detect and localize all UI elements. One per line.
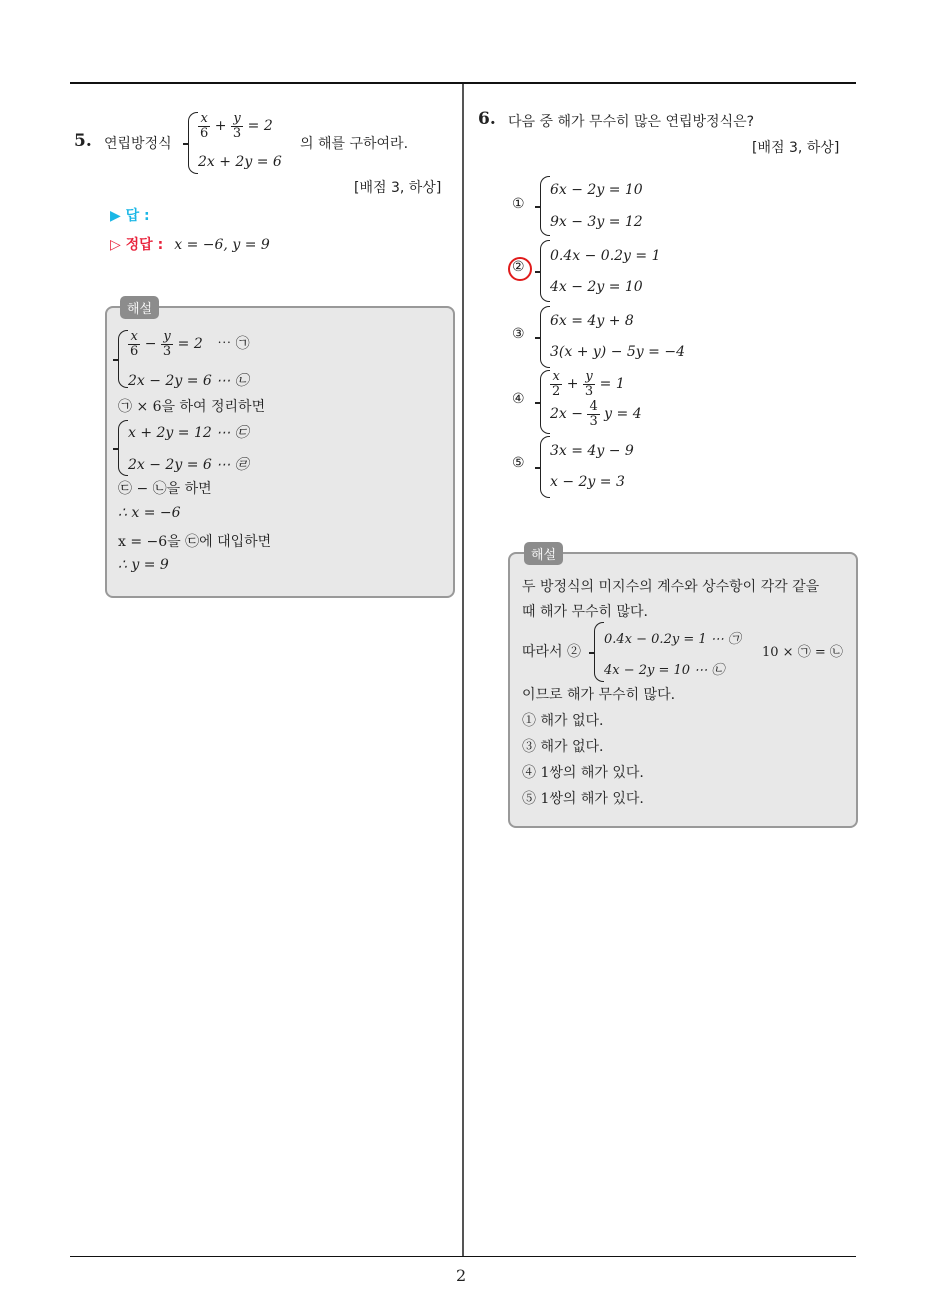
page-number: 2 <box>456 1266 467 1285</box>
q5-sol-eq4: 2x − 2y = 6 ⋯ ㉣ <box>128 457 249 473</box>
brace <box>188 112 198 174</box>
q5-eq2: 2x + 2y = 6 <box>198 154 282 170</box>
q6-solution-badge: 해설 <box>524 542 563 565</box>
q6-sol-line1: 두 방정식의 미지수의 계수와 상수항이 각각 같을 <box>522 579 820 595</box>
question-5-intro: 연립방정식 <box>104 136 172 152</box>
q5-solution-system-2 <box>118 420 288 476</box>
q5-solution-badge: 해설 <box>120 296 159 319</box>
q5-sol-step1: ㉠ × 6을 하여 정리하면 <box>118 399 266 415</box>
correct-label: ▷ 정답 : <box>110 237 164 253</box>
correct-value: x = −6, y = 9 <box>174 237 270 253</box>
column-divider <box>462 84 464 1256</box>
brace <box>118 420 128 476</box>
q6-sol-line4: ① 해가 없다. <box>522 713 604 729</box>
q6-sol-line2: 때 해가 무수히 많다. <box>522 604 648 620</box>
bottom-rule <box>70 1256 856 1257</box>
q5-sol-step3: ∴ x = −6 <box>118 505 181 521</box>
option-3-system[interactable]: 6x = 4y + 8 3(x + y) − 5y = −4 <box>540 306 700 368</box>
brace <box>540 306 550 368</box>
q5-sol-step4: x = −6을 ㉢에 대입하면 <box>118 534 272 550</box>
brace <box>540 176 550 236</box>
option-4-mark[interactable]: ④ <box>512 391 525 407</box>
option-5-system[interactable]: 3x = 4y − 9 x − 2y = 3 <box>540 436 680 498</box>
q6-sol-line5: ③ 해가 없다. <box>522 739 604 755</box>
frac-x-6: $\frac{x}{6}$ <box>200 111 209 141</box>
q6-sol-line7: ⑤ 1쌍의 해가 있다. <box>522 791 644 807</box>
q6-sol-op: 10 × ㉠ = ㉡ <box>762 645 843 660</box>
brace <box>540 240 550 302</box>
brace <box>540 436 550 498</box>
answer-line <box>110 205 150 225</box>
brace <box>118 330 128 388</box>
brace <box>594 622 604 682</box>
q5-sol-eq3: x + 2y = 12 ⋯ ㉢ <box>128 425 249 441</box>
q6-sol-line6: ④ 1쌍의 해가 있다. <box>522 765 644 781</box>
q5-sol-step5: ∴ y = 9 <box>118 557 169 573</box>
question-5-suffix: 의 해를 구하여라. <box>300 136 409 152</box>
correct-answer-line <box>110 234 270 254</box>
option-2-system[interactable]: 0.4x − 0.2y = 1 4x − 2y = 10 <box>540 240 690 302</box>
option-3-mark[interactable]: ③ <box>512 326 525 342</box>
question-5-system <box>188 112 298 176</box>
frac-y-3: $\frac{y}{3}$ <box>232 111 242 141</box>
q5-solution-system-1 <box>118 330 288 390</box>
option-1-system[interactable]: 6x − 2y = 10 9x − 3y = 12 <box>540 176 680 236</box>
q5-sol-step2: ㉢ − ㉡을 하면 <box>118 481 212 497</box>
question-5-number: 5. <box>74 131 92 151</box>
q5-eq1: $\frac{x}{6}$ + $\frac{y}{3}$ = 2 <box>200 111 273 141</box>
q6-sol-then: 따라서 ② <box>522 644 582 660</box>
option-4-system[interactable]: $\frac{x}{2}$ + $\frac{y}{3}$ = 1 2x − $\frac{4}{3}$ y = 4 <box>540 370 680 434</box>
brace <box>540 370 550 434</box>
question-6-source: [배점 3, 하상] <box>752 140 840 156</box>
question-5-source: [배점 3, 하상] <box>354 180 442 196</box>
question-6-text: 다음 중 해가 무수히 많은 연립방정식은? <box>508 114 755 130</box>
question-6-number: 6. <box>478 109 496 129</box>
option-5-mark[interactable]: ⑤ <box>512 455 525 471</box>
q6-sol-line3: 이므로 해가 무수히 많다. <box>522 687 676 703</box>
q5-sol-eq2: 2x − 2y = 6 ⋯ ㉡ <box>128 373 249 389</box>
option-2-mark[interactable]: ② <box>512 259 525 275</box>
q6-sol-system: 0.4x − 0.2y = 1 ⋯ ㉠ 4x − 2y = 10 ⋯ ㉡ <box>594 622 760 682</box>
option-1-mark[interactable]: ① <box>512 196 525 212</box>
answer-label: ▶ 답 : <box>110 208 150 224</box>
q5-sol-eq1: $\frac{x}{6}$ − $\frac{y}{3}$ = 2 ⋯ ㉠ <box>130 329 250 359</box>
